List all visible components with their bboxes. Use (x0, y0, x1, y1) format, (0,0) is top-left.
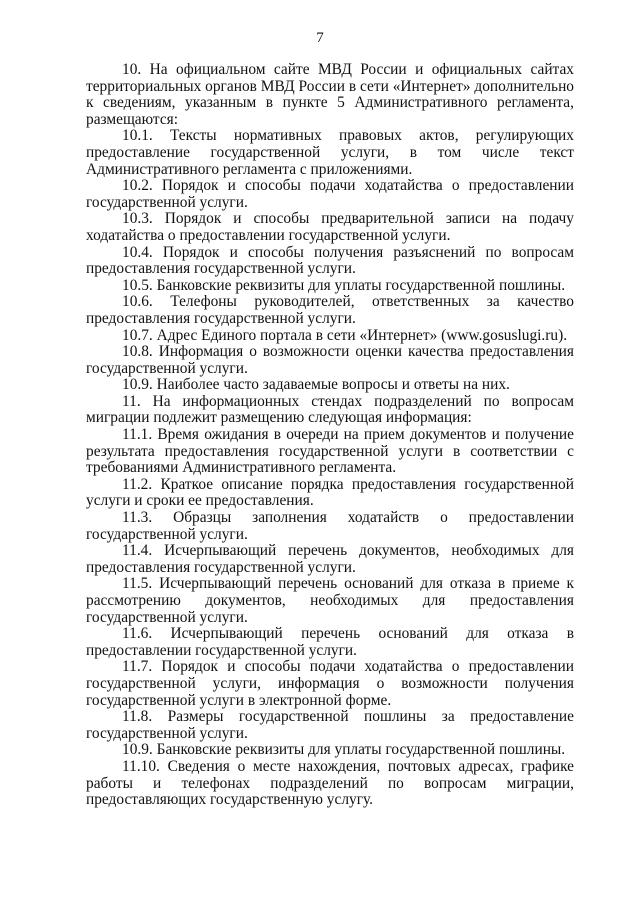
paragraph-11-4: 11.4. Исчерпывающий перечень документов, необходимых для предоставления государственной услуги. (86, 542, 574, 576)
paragraph-10-6: 10.6. Телефоны руководителей, ответственных за качество предоставления государственной услуги. (86, 293, 574, 327)
paragraph-10-2: 10.2. Порядок и способы подачи ходатайства о предоставлении государственной услуги. (86, 177, 574, 211)
paragraph-11-9: 10.9. Банковские реквизиты для уплаты государственной пошлины. (122, 741, 566, 759)
paragraph-10-1: 10.1. Тексты нормативных правовых актов, регулирующих предоставление государственной услуги, в том числе текст Административного регламента с приложениями. (86, 127, 574, 178)
paragraph-10-3: 10.3. Порядок и способы предварительной записи на подачу ходатайства о предоставлении государственной услуги. (86, 210, 574, 244)
paragraph-10: 10. На официальном сайте МВД России и официальных сайтах территориальных органов МВД России в сети «Интернет» дополнительно к сведениям, указанным в пункте 5 Административного регламента, размещаются: (86, 61, 574, 128)
paragraph-11-7: 11.7. Порядок и способы подачи ходатайства о предоставлении государственной услуги, информация о возможности получения государственной услуги в электронной форме. (86, 658, 574, 709)
paragraph-11-2: 11.2. Краткое описание порядка предоставления государственной услуги и сроки ее предоставления. (86, 475, 574, 510)
paragraph-11-5: 11.5. Исчерпывающий перечень оснований для отказа в приеме к рассмотрению документов, необходимых для предоставления государственной услуги. (86, 575, 574, 626)
paragraph-10-4: 10.4. Порядок и способы получения разъяснений по вопросам предоставления государственной услуги. (86, 243, 574, 278)
paragraph-10-7: 10.7. Адрес Единого портала в сети «Интернет» (www.gosuslugi.ru). (122, 326, 568, 344)
paragraph-11-3: 11.3. Образцы заполнения ходатайств о предоставлении государственной услуги. (86, 509, 574, 543)
page-number: 7 (316, 30, 324, 46)
paragraph-11: 11. На информационных стендах подразделений по вопросам миграции подлежит размещению следующая информация: (86, 392, 574, 427)
paragraph-11-8: 11.8. Размеры государственной пошлины за предоставление государственной услуги. (86, 708, 574, 742)
paragraph-10-8: 10.8. Информация о возможности оценки качества предоставления государственной услуги. (86, 343, 574, 377)
paragraph-11-6: 11.6. Исчерпывающий перечень оснований для отказа в предоставлении государственной услуги. (86, 625, 574, 659)
paragraph-10-9: 10.9. Наиболее часто задаваемые вопросы и ответы на них. (122, 376, 510, 394)
paragraph-11-1: 11.1. Время ожидания в очереди на прием документов и получение результата предоставления государственной услуги в соответствии с требованиями Административного регламента. (86, 426, 574, 477)
document-body (86, 62, 574, 809)
paragraph-11-10: 11.10. Сведения о месте нахождения, почтовых адресах, графике работы и телефонах подразделений по вопросам миграции, предоставляющих государственную услугу. (86, 757, 574, 809)
paragraph-10-5: 10.5. Банковские реквизиты для уплаты государственной пошлины. (122, 276, 566, 294)
